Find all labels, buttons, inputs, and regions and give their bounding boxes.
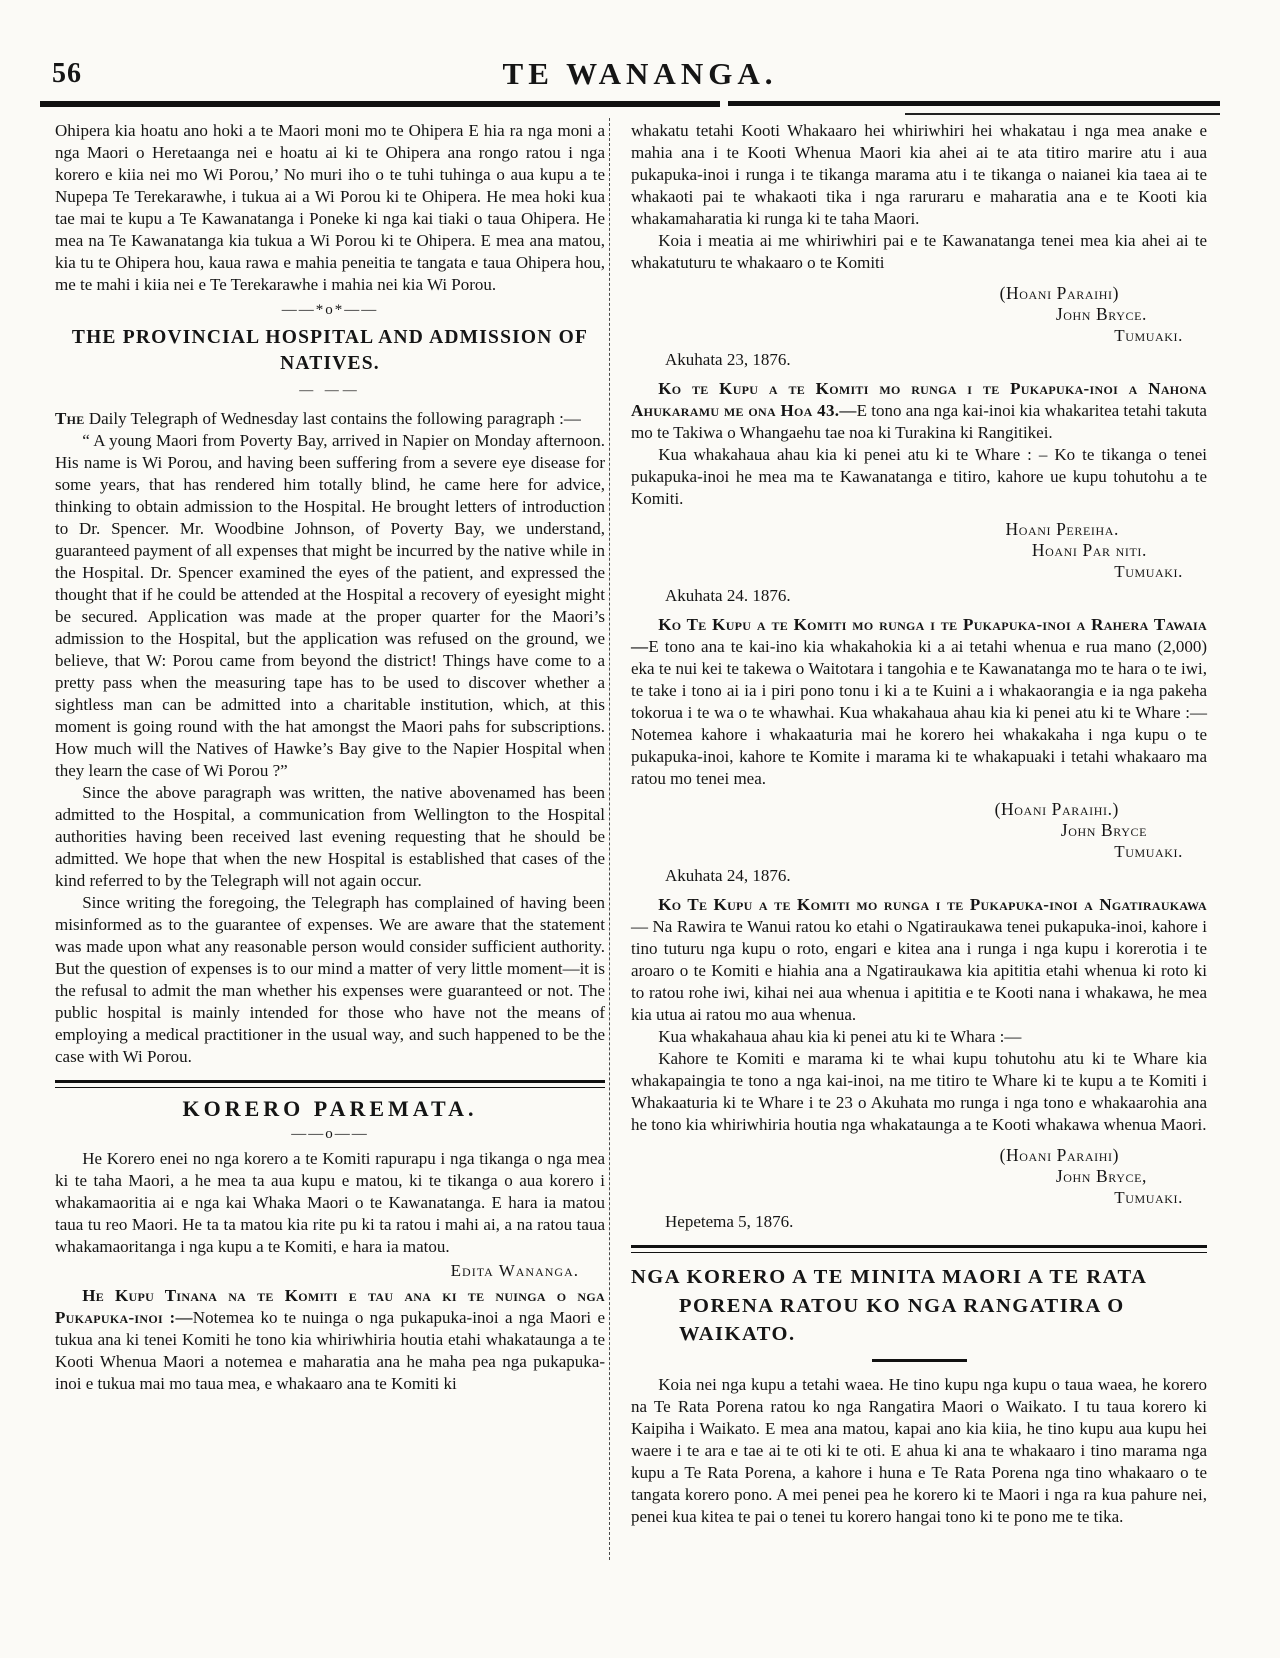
ornament-star: ——*o*—— [281,302,379,318]
kupu-tinana-rest: Notemea ko te nuinga o nga pukapuka-inoi a nga Maori e tukua ana ki tenei Komiti he tono kia whiriwhiria houtia etahi whakataunga a te Kooti Whenua Maori a notemea e maharatia ana he maha pea nga pukapuka-inoi e tukua mai mo taua mea, e whakaaro ana te Komiti ki [55,1307,605,1393]
signature-name-maori: (Hoani Paraihi) [999,283,1119,303]
date-line-1: Akuhata 23, 1876. [665,350,791,369]
telegraph-intro-paragraph [55,408,605,430]
date-line-2: Akuhata 24. 1876. [665,586,791,605]
ngatiraukawa-report-paragraph [631,894,1207,1026]
korero-paragraph-1: He Korero enei no nga korero a te Komiti rapurapu i nga tikanga o nga mea ki te taha Maori, a he mea ta aua kupu e matou, ki te tikanga o aua korero i whakamaoritia ai e nga kai Whaka Maori o te Kawanatanga. E hara ia matou taua tu reo Maori. He ta ta matou kia rite pu ki ta ratou i mahi ai, a na ratou taua whakamaoritanga i nga kupu a te Komiti, e hara ia matou. [55,1148,605,1256]
ngatiraukawa-rest: — Na Rawira te Wanui ratou ko etahi o Ngatiraukawa tenei pukapuka-inoi, kahore i tino tuturu nga kupu o roto, engari e kitea ana i runga i nga kupu i korerotia i te aroaro o te Komiti e hiahia ana a Ngatiraukawa kia apititia etahi whenua ki roto ki to ratou rohe iwi, kihai nei aua whenua i apititia e te Kooti nana i whakawa, he mea kia utua ai ratou mo aua whenua. [631,917,1207,1024]
rahera-report-paragraph [631,614,1207,790]
signature-name-2: Hoani Par niti. [1031,540,1147,560]
signature-name-maori: (Hoani Paraihi.) [994,799,1119,819]
page-number: 56 [52,58,82,89]
left-column [55,120,605,1528]
signature-name-1: Hoani Pereiha. [1005,519,1119,539]
intro-lead: The [55,408,85,428]
signature-block-2 [631,519,1207,582]
ornament-o: ——o—— [291,1125,369,1142]
nahona-rest: E tono ana nga kai-inoi kia whakaritea tetahi takuta mo te Takiwa o Whangaehu tae noa ki Turakina ki Rangitikei. [631,401,1207,442]
signature-title: Tumuaki. [1114,1188,1183,1207]
signature-title: Tumuaki. [1114,326,1183,345]
ngatiraukawa-paragraph-3: Kahore te Komiti e marama ki te whai kupu tohutohu atu ki te Whare kia whakapaingia te tono a nga kai-inoi, na me titiro te Whare ki te kupu a te Komiti i Whakaaturia ki te Whare i te 23 o Akuhata mo runga i nga tono e whakaarohia ana he tono kia whiriwhiria houtia nga whakataunga a te Kooti whakawa whenua Maori. [631,1049,1207,1134]
signature-name-maori: (Hoani Paraihi) [999,1145,1119,1165]
korero-paremata-heading: KORERO PAREMATA. [182,1095,478,1121]
columns [55,120,1207,1528]
nahona-report-paragraph [631,378,1207,444]
kupu-tinana-paragraph [55,1285,605,1395]
kupu-tinana-lead: He Kupu Tinana na te Komiti e tau ana ki te nuinga o nga Pukapuka-inoi :— [55,1285,605,1327]
ngatiraukawa-lead: Ko Te Kupu a te Komiti mo runga i te Pukapuka-inoi a Ngatiraukawa [658,895,1207,914]
komiti-continuation-paragraph: whakatu tetahi Kooti Whakaaro hei whiriwhiri hei whakatau i nga mea anake e mahia ana i te Kooti Whenua Maori kia ahei ai te ata titiro marire atu i aua pukapuka-inoi i runga i te tikanga marama atu i te tikanga o naianei kia taea ai te whakaoti pai te whakaoti tika i nga raruraru e maharatia ana e te Kooti kia whakamaharatia ki runga ki te taha Maori. [631,121,1207,228]
signature-block-1 [631,283,1207,346]
heading-underline-rule [872,1359,967,1362]
signature-title: Tumuaki. [1114,562,1183,581]
rahera-lead: Ko Te Kupu a te Komiti mo runga i te Pukapuka-inoi a Rahera Tawaia— [631,615,1207,656]
masthead-rule-sub [905,113,1220,115]
minita-article-paragraph: Koia nei nga kupu a tetahi waea. He tino kupu nga kupu o taua waea, he korero na Te Rata Porena ratou ko nga Rangatira Maori o Waikato. I tu taua korero ki Kaipiha i Waikato. E mea ana matou, kapai ano kia kiia, he tino kupu aua kupu hei waere i te ara e tae ai te oti ki te oti. E ahua ki ana te whakaaro i tino marama nga kupu a Te Rata Porena, a kahore i huna e Te Rata Porena nga tino whakaaro o te tangata korero pono. A mei penei pea he korero ki te Maori i nga ra kua pahure nei, penei kua kitea te pai o tenei tu korero hangai tono ki te pono me te tika. [631,1374,1207,1526]
intro-rest: Daily Telegraph of Wednesday last contains the following paragraph :— [84,408,581,428]
ngatiraukawa-paragraph-2: Kua whakahaua ahau kia ki penei atu ki te Whara :— [658,1027,1022,1046]
signature-name-english: John Bryce [1060,820,1147,840]
editor-byline: Edita Wananga. [450,1260,579,1280]
signature-name-english: John Bryce, [1055,1166,1147,1186]
masthead-title: TE WANANGA. [502,56,778,91]
masthead-rule-right [728,101,1220,106]
signature-title: Tumuaki. [1114,842,1183,861]
telegraph-quote-paragraph: “ A young Maori from Poverty Bay, arrived in Napier on Monday afternoon. His name is Wi Porou, and having been suffering from a severe eye disease for some years, that has rendered him totally blind, he came here for advice, thinking to obtain admission to the Hospital. He brought letters of introduction to Dr. Spencer. Mr. Woodbine Johnson, of Poverty Bay, we understand, guaranteed payment of all expenses that might be incurred by the native while in the Hospital. Dr. Spencer examined the eyes of the patient, and expressed the thought that if he could be attended at the Hospital a recovery of eyesight might be secured. Application was made at the proper quarter for the Maori’s admission to the Hospital, but the application was refused on the ground, we believe, that W: Porou came from beyond the district! Things have come to a pretty pass when the measuring tape has to be used to discover whether a sightless man can be admitted into a charitable institution, which, at this moment is going round with the hat amongst the Maori pahs for subscriptions. How much will the Natives of Hawke’s Bay give to the Napier Hospital when they learn the case of Wi Porou ?” [55,430,605,780]
heading-divider: — —— [299,382,361,398]
date-line-3: Akuhata 24, 1876. [665,866,791,885]
signature-name-english: John Bryce. [1055,304,1147,324]
komiti-paragraph-2: Koia i meatia ai me whiriwhiri pai e te Kawanatanga tenei mea kia ahei ai te whakatuturu te whakaaro o te Komiti [631,231,1207,272]
signature-block-3 [631,799,1207,862]
date-line-4: Hepetema 5, 1876. [665,1212,794,1231]
minita-article-heading: NGA KORERO A TE MINITA MAORI A TE RATA PORENA RATOU KO NGA RANGATIRA O WAIKATO. [631,1266,1147,1346]
ohipera-paragraph: Ohipera kia hoatu ano hoki a te Maori moni mo te Ohipera E hia ra nga moni a nga Maori o Heretaanga nei e hoatu ai ki te Ohipera ana rongo ratou i nga korero e kiia nei mo Wi Porou,’ No muri iho o te tuhi tuhinga o aua kupu a te Nupepa Te Terekarawhe, i tukua ai a Wi Porou ki te Ohipera. He mea hoki kua tae mai te kupu a Te Kawanatanga i Poneke ki nga kai tiaki o taua Ohipera. He mea na Te Kawanatanga kia tukua a Wi Porou ki te Ohipera. E mea ana matou, kia tu te Ohipera hou, kaua rawa e mahia peneitia te tangata e taua Ohipera hou, me te mahi i kiia nei e Te Terekarawhe i mahia nei kia Wi Porou. [55,121,605,294]
signature-block-4 [631,1145,1207,1208]
masthead-rule-left [40,101,720,107]
right-column [631,120,1207,1528]
nahona-lead: Ko te Kupu a te Komiti mo runga i te Pukapuka-inoi a Nahona Ahukaramu me ona Hoa 43.— [631,379,1207,420]
section-rule [631,1245,1207,1253]
nahona-paragraph-2: Kua whakahaua ahau kia ki penei atu ki te Whare : – Ko te tikanga o tenei pukapuka-inoi he mea ma te Kawanatanga e titiro, kahore ue kupu tohutohu a te Komiti. [631,445,1207,508]
section-rule [55,1080,605,1088]
hospital-paragraph-2: Since the above paragraph was written, the native abovenamed has been admitted to the Hospital, a communication from Wellington to the Hospital authorities having been received last evening requesting that he should be admitted. We hope that when the new Hospital is established that cases of the kind referred to by the Telegraph will not again occur. [55,782,605,890]
hospital-paragraph-3: Since writing the foregoing, the Telegraph has complained of having been misinformed as to the guarantee of expenses. We are aware that the statement was made upon what any reasonable person would consider sufficient authority. But the question of expenses is to our mind a matter of very little moment—it is the refusal to admit the man whether his expenses were guaranteed or not. The public hospital is mainly intended for those who have not the means of employing a medical practitioner in the usual way, and such happened to be the case with Wi Porou. [55,892,605,1066]
rahera-rest: E tono ana te kai-ino kia whakahokia ki a ai tetahi whenua e rua mano (2,000) eka te nui kei te takewa o Waitotara i tangohia e te Kawanatanga mo te hara o te iwi, te take i tono ai ia i piri pono tonu i ki a te Kuini a i whakaorangia e ia nga pakeha tokorua i te wa o te whawhai. Kua whakahaua ahau kia ki penei atu ki te Whare :—Notemea kahore i whakaaturia mai he korero hei whakakaha i nga kupu o te pukapuka-inoi, kahore te Komite i marama ki te whakapuaki i tetahi whakaaro ma ratou mo tenei mea. [631,637,1207,788]
hospital-article-heading: THE PROVINCIAL HOSPITAL AND ADMISSION OF NATIVES. [71,327,589,375]
